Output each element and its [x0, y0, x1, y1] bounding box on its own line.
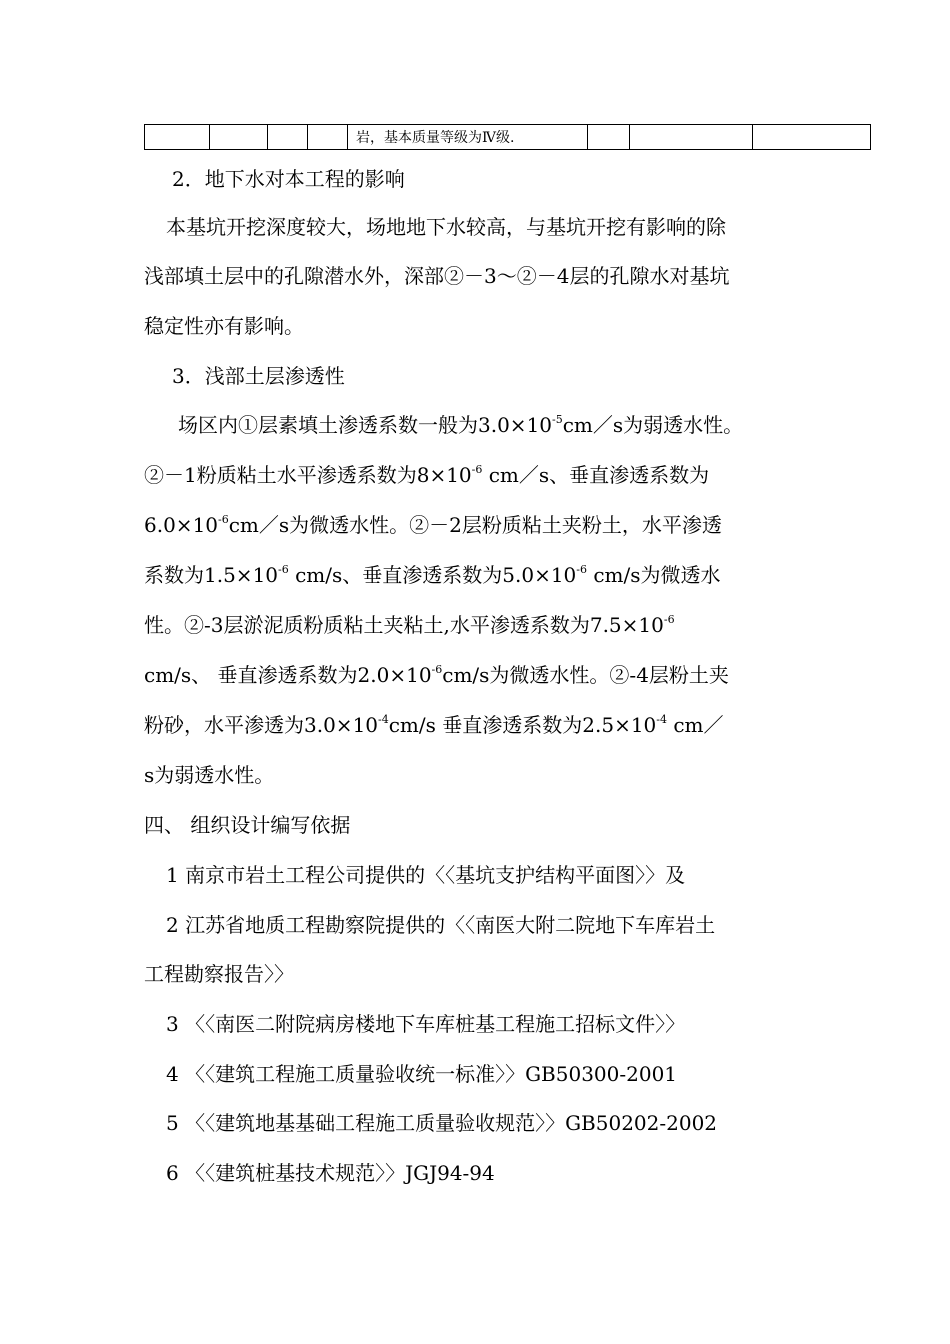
table-cell	[630, 125, 753, 150]
superscript: -6	[431, 663, 443, 676]
table-cell-description: 岩，基本质量等级为Ⅳ级.	[348, 125, 588, 150]
superscript: -6	[663, 613, 675, 626]
superscript: -6	[278, 563, 289, 576]
paragraph-line: 浅部填土层中的孔隙潜水外，深部②－3～②－4层的孔隙水对基坑	[144, 264, 730, 288]
section-3-title: 3．浅部土层渗透性	[172, 364, 345, 388]
table-cell	[588, 125, 630, 150]
paragraph-line: $6.0\times 10^{-6}cm/s$为微透水性。②－2层粉质粘土夹粉土，水平渗透	[144, 513, 722, 537]
paragraph-line: 粉砂，水平渗透为$3.0\times 10^{-4}cm/s$ 垂直渗透系数为$2.5\times 10^{-4}$ cm／	[144, 713, 724, 737]
list-item: 3 〈〈南医二附院病房楼地下车库桩基工程施工招标文件〉〉	[166, 1012, 686, 1036]
list-item: 6 〈〈建筑桩基技术规范〉〉JGJ94-94	[166, 1161, 495, 1185]
paragraph-line: cm/s、 垂直渗透系数为$2.0\times 10^{-6}cm/s$为微透水性。②-4层粉土夹	[144, 663, 729, 687]
list-item: 1 南京市岩土工程公司提供的〈〈基坑支护结构平面图〉〉及	[166, 863, 686, 887]
table-cell	[210, 125, 268, 150]
paragraph-line: s为弱透水性。	[144, 763, 275, 787]
list-item: 5 〈〈建筑地基基础工程施工质量验收规范〉〉GB50202-2002	[166, 1111, 718, 1135]
superscript: -6	[471, 463, 483, 476]
paragraph-line: 系数为$1.5\times 10^{-6}$ cm/s、垂直渗透系数为$5.0\times 10^{-6}$ cm/s为微透水	[144, 563, 721, 587]
table-cell	[145, 125, 210, 150]
list-item-continuation: 工程勘察报告〉〉	[144, 962, 294, 986]
superscript: -4	[378, 713, 389, 726]
superscript: -6	[218, 513, 229, 526]
table-row	[145, 125, 871, 150]
paragraph-line: ②－1粉质粘土水平渗透系数为$8\times 10^{-6}$ cm／s、垂直渗透系数为	[144, 463, 710, 487]
superscript: -4	[656, 713, 667, 726]
table-cell	[753, 125, 871, 150]
table-cell	[308, 125, 348, 150]
paragraph-line: 本基坑开挖深度较大，场地地下水较高，与基坑开挖有影响的除	[166, 215, 726, 239]
superscript: -5	[552, 413, 563, 426]
table-cell	[268, 125, 308, 150]
geology-table-fragment	[144, 124, 871, 150]
paragraph-line: 场区内①层素填土渗透系数一般为$3.0\times 10^{-5}cm/s$为弱透水性。	[178, 413, 744, 437]
superscript: -6	[576, 563, 587, 576]
paragraph-line: 性。②-3层淤泥质粉质粘土夹粘土,水平渗透系数为$7.5\times 10^{-6}$	[144, 613, 675, 637]
list-item: 2 江苏省地质工程勘察院提供的〈〈南医大附二院地下车库岩土	[166, 913, 716, 937]
list-item: 4 〈〈建筑工程施工质量验收统一标准〉〉GB50300-2001	[166, 1062, 678, 1086]
section-2-title: 2．地下水对本工程的影响	[172, 167, 405, 191]
section-4-title: 四、 组织设计编写依据	[144, 813, 351, 837]
paragraph-line: 稳定性亦有影响。	[144, 314, 304, 338]
